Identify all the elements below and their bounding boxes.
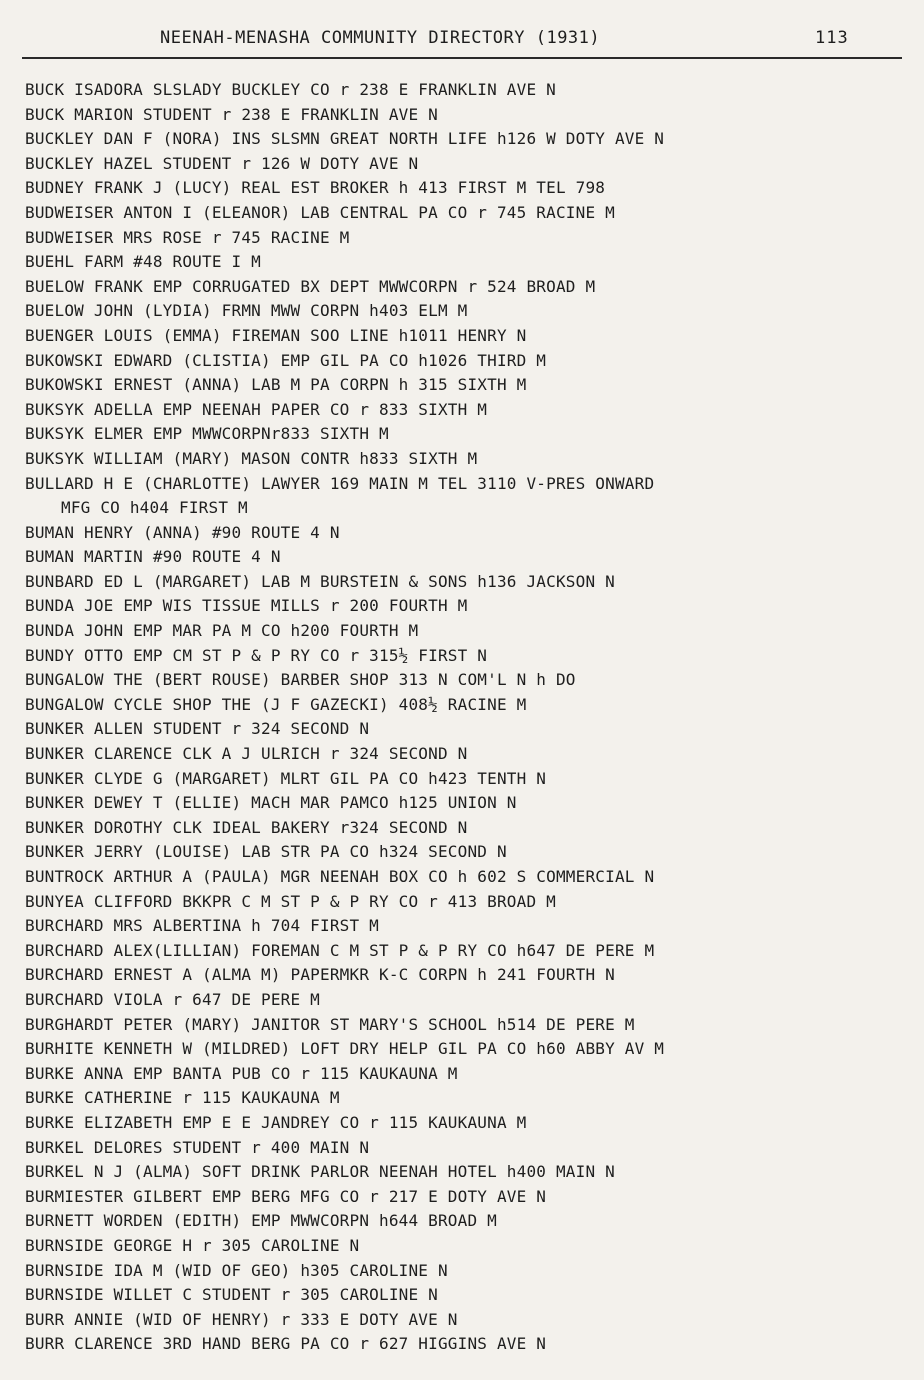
page-number: 113 (815, 28, 849, 48)
directory-entry: BUNGALOW CYCLE SHOP THE (J F GAZECKI) 408½ RACINE M (25, 694, 527, 714)
directory-entry: BUNKER DOROTHY CLK IDEAL BAKERY r324 SECOND N (25, 817, 468, 837)
directory-entry: BURKE ANNA EMP BANTA PUB CO r 115 KAUKAUNA M (25, 1063, 458, 1083)
directory-entry: BUDWEISER MRS ROSE r 745 RACINE M (25, 227, 350, 247)
directory-entry: BUNKER CLYDE G (MARGARET) MLRT GIL PA CO h423 TENTH N (25, 768, 547, 788)
directory-entry: BUNDA JOE EMP WIS TISSUE MILLS r 200 FOURTH M (25, 596, 468, 616)
directory-entry: BURNSIDE WILLET C STUDENT r 305 CAROLINE N (25, 1285, 438, 1305)
directory-entry: BUDNEY FRANK J (LUCY) REAL EST BROKER h 413 FIRST M TEL 798 (25, 178, 606, 198)
directory-entry: BUDWEISER ANTON I (ELEANOR) LAB CENTRAL PA CO r 745 RACINE M (25, 202, 615, 222)
directory-entry: BUMAN HENRY (ANNA) #90 ROUTE 4 N (25, 522, 340, 542)
directory-entries (25, 78, 905, 1357)
directory-entry: BUNKER ALLEN STUDENT r 324 SECOND N (25, 719, 370, 739)
directory-entry: BUKSYK WILLIAM (MARY) MASON CONTR h833 SIXTH M (25, 448, 478, 468)
directory-entry: BUNKER JERRY (LOUISE) LAB STR PA CO h324 SECOND N (25, 842, 507, 862)
directory-entry: BUKOWSKI EDWARD (CLISTIA) EMP GIL PA CO h1026 THIRD M (25, 350, 547, 370)
directory-entry: BUNGALOW THE (BERT ROUSE) BARBER SHOP 313 N COM'L N h DO (25, 670, 576, 690)
header-divider (22, 57, 902, 59)
directory-entry: BUKOWSKI ERNEST (ANNA) LAB M PA CORPN h 315 SIXTH M (25, 375, 527, 395)
directory-entry: BUCKLEY DAN F (NORA) INS SLSMN GREAT NORTH LIFE h126 W DOTY AVE N (25, 129, 665, 149)
directory-entry: BURKE CATHERINE r 115 KAUKAUNA M (25, 1088, 340, 1108)
directory-entry: BUNDY OTTO EMP CM ST P & P RY CO r 315½ FIRST N (25, 645, 488, 665)
directory-entry: BURNSIDE IDA M (WID OF GEO) h305 CAROLINE N (25, 1260, 448, 1280)
directory-entry: BUCK MARION STUDENT r 238 E FRANKLIN AVE N (25, 104, 438, 124)
directory-entry: BURKEL DELORES STUDENT r 400 MAIN N (25, 1137, 370, 1157)
directory-entry: BULLARD H E (CHARLOTTE) LAWYER 169 MAIN M TEL 3110 V-PRES ONWARD (25, 473, 655, 493)
directory-title: NEENAH-MENASHA COMMUNITY DIRECTORY (1931) (160, 28, 601, 48)
directory-entry: BUNBARD ED L (MARGARET) LAB M BURSTEIN & SONS h136 JACKSON N (25, 571, 615, 591)
directory-entry: BUNDA JOHN EMP MAR PA M CO h200 FOURTH M (25, 621, 419, 641)
directory-entry: BURR ANNIE (WID OF HENRY) r 333 E DOTY AVE N (25, 1309, 458, 1329)
directory-entry: BURCHARD ALEX(LILLIAN) FOREMAN C M ST P & P RY CO h647 DE PERE M (25, 940, 655, 960)
directory-entry: BUNKER CLARENCE CLK A J ULRICH r 324 SECOND N (25, 744, 468, 764)
directory-entry: BURKE ELIZABETH EMP E E JANDREY CO r 115 KAUKAUNA M (25, 1112, 527, 1132)
page-header (0, 26, 924, 56)
directory-entry: BURNSIDE GEORGE H r 305 CAROLINE N (25, 1235, 360, 1255)
directory-entry: BUNYEA CLIFFORD BKKPR C M ST P & P RY CO r 413 BROAD M (25, 891, 556, 911)
directory-entry: BUEHL FARM #48 ROUTE I M (25, 252, 261, 272)
directory-entry: BUENGER LOUIS (EMMA) FIREMAN SOO LINE h1011 HENRY N (25, 325, 527, 345)
directory-entry: BURCHARD MRS ALBERTINA h 704 FIRST M (25, 916, 379, 936)
directory-entry: BUNTROCK ARTHUR A (PAULA) MGR NEENAH BOX CO h 602 S COMMERCIAL N (25, 867, 655, 886)
directory-entry: BUCK ISADORA SLSLADY BUCKLEY CO r 238 E FRANKLIN AVE N (25, 80, 556, 99)
directory-entry: BURCHARD ERNEST A (ALMA M) PAPERMKR K-C CORPN h 241 FOURTH N (25, 965, 615, 985)
directory-entry: BURR CLARENCE 3RD HAND BERG PA CO r 627 HIGGINS AVE N (25, 1334, 547, 1354)
directory-entry: BUCKLEY HAZEL STUDENT r 126 W DOTY AVE N (25, 153, 419, 173)
directory-entry: BURGHARDT PETER (MARY) JANITOR ST MARY'S SCHOOL h514 DE PERE M (25, 1014, 635, 1034)
directory-entry: BURCHARD VIOLA r 647 DE PERE M (25, 989, 320, 1009)
directory-entry: BURKEL N J (ALMA) SOFT DRINK PARLOR NEENAH HOTEL h400 MAIN N (25, 1162, 615, 1182)
directory-entry-continuation: MFG CO h404 FIRST M (61, 498, 248, 518)
directory-entry: BUELOW FRANK EMP CORRUGATED BX DEPT MWWCORPN r 524 BROAD M (25, 276, 596, 296)
directory-entry: BUKSYK ELMER EMP MWWCORPNr833 SIXTH M (25, 424, 389, 444)
directory-entry: BURMIESTER GILBERT EMP BERG MFG CO r 217 E DOTY AVE N (25, 1186, 547, 1206)
directory-entry: BURHITE KENNETH W (MILDRED) LOFT DRY HELP GIL PA CO h60 ABBY AV M (25, 1039, 665, 1059)
directory-entry: BUNKER DEWEY T (ELLIE) MACH MAR PAMCO h125 UNION N (25, 793, 517, 813)
directory-entry: BUMAN MARTIN #90 ROUTE 4 N (25, 547, 281, 567)
directory-entry: BUKSYK ADELLA EMP NEENAH PAPER CO r 833 SIXTH M (25, 399, 488, 419)
directory-entry: BURNETT WORDEN (EDITH) EMP MWWCORPN h644 BROAD M (25, 1211, 497, 1231)
directory-entry: BUELOW JOHN (LYDIA) FRMN MWW CORPN h403 ELM M (25, 301, 468, 321)
